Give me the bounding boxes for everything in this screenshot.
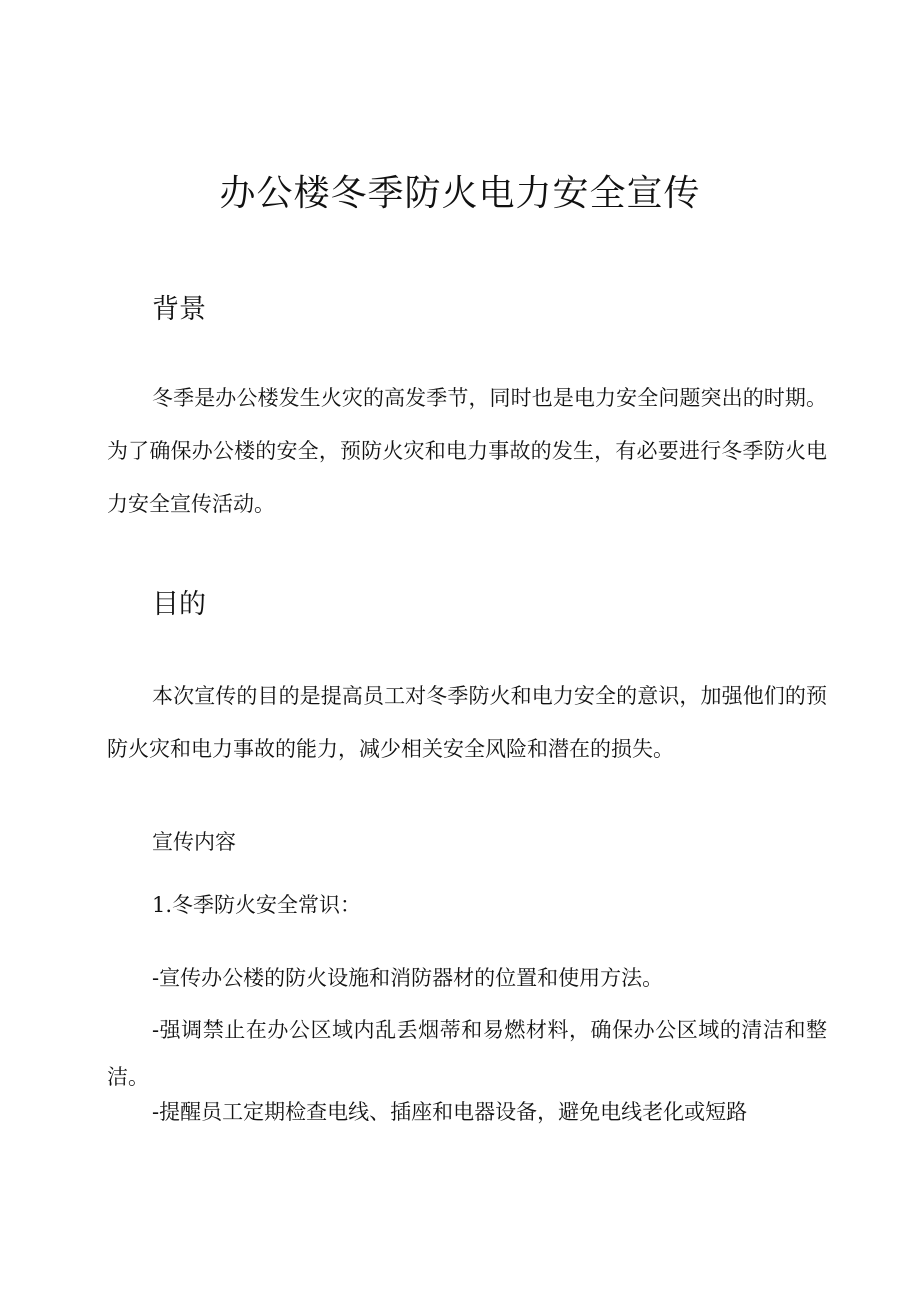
section-heading-content: 宣传内容 [152,830,236,854]
section-heading-background: 背景 [152,294,206,325]
content-bullet-1: -宣传办公楼的防火设施和消防器材的位置和使用方法。 [152,966,664,990]
content-bullet-2: -强调禁止在办公区域内乱丢烟蒂和易燃材料，确保办公区域的清洁和整洁。 [107,1018,827,1089]
content-bullet-3: -提醒员工定期检查电线、插座和电器设备，避免电线老化或短路 [152,1100,748,1124]
document-title: 办公楼冬季防火电力安全宣传 [219,173,701,214]
section-heading-purpose: 目的 [152,589,206,620]
content-item-1-title: 1.冬季防火安全常识： [152,893,362,917]
background-paragraph: 冬季是办公楼发生火灾的高发季节，同时也是电力安全问题突出的时期。为了确保办公楼的安全，预防火灾和电力事故的发生，有必要进行冬季防火电力安全宣传活动。 [107,386,827,516]
purpose-paragraph: 本次宣传的目的是提高员工对冬季防火和电力安全的意识，加强他们的预防火灾和电力事故的能力，减少相关安全风险和潜在的损失。 [107,684,827,761]
